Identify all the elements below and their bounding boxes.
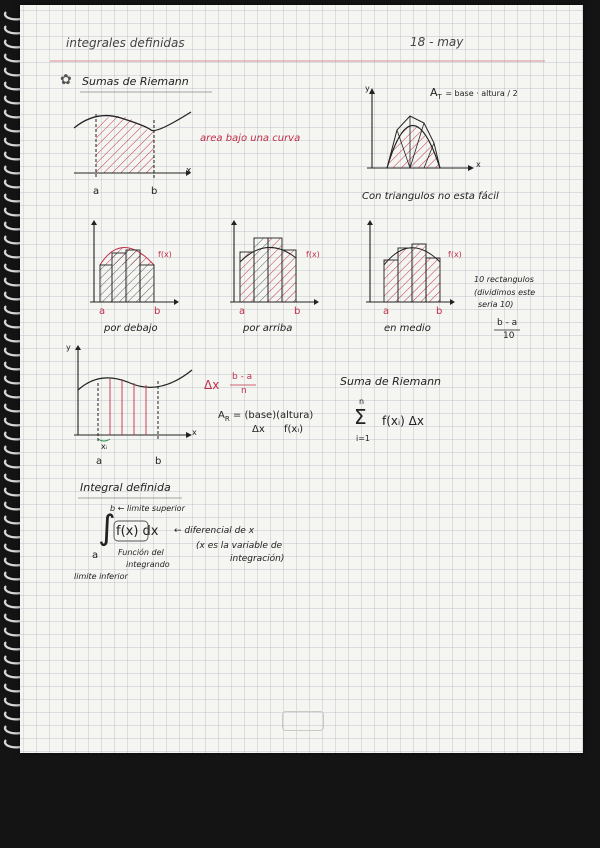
lower-sum-a: a xyxy=(99,306,106,317)
upper-sum-graph xyxy=(222,220,322,320)
differential-note: ← diferencial de x xyxy=(174,526,255,536)
triangles-formula-a: A xyxy=(430,86,438,99)
sum-title: Suma de Riemann xyxy=(340,375,442,388)
integral-heading: Integral definida xyxy=(80,481,171,494)
heading-underline xyxy=(80,90,220,94)
header-line xyxy=(50,58,550,64)
area-note: area bajo una curva xyxy=(200,133,301,144)
lower-limit: limite inferior xyxy=(74,572,128,581)
upper-sum-a: a xyxy=(239,306,246,317)
fx-label-3: f(x) xyxy=(448,250,462,259)
upper-limit: b ← limite superior xyxy=(110,504,185,513)
area-under-curve-graph xyxy=(66,100,196,210)
integrand: f(x) dx xyxy=(116,524,159,539)
flower-doodle-icon: ✿ xyxy=(60,72,72,88)
page-date: 18 - may xyxy=(410,35,464,49)
partition-y-label: y xyxy=(66,343,71,352)
partition-graph xyxy=(70,345,200,445)
integral-sign: ∫ xyxy=(98,508,116,548)
caption-below: por debajo xyxy=(104,323,158,334)
sum-top: n xyxy=(359,397,365,406)
label-a: a xyxy=(93,186,100,197)
axis-x-label: x xyxy=(186,166,192,176)
area-rect-a: A xyxy=(218,410,225,421)
riemann-heading: Sumas de Riemann xyxy=(82,75,189,88)
area-rect-formula xyxy=(218,410,313,423)
triangles-x-label: x xyxy=(476,160,481,169)
integral-heading-underline xyxy=(78,496,188,500)
delta-num: b - a xyxy=(232,372,253,382)
partition-a: a xyxy=(96,456,103,467)
integrand-box xyxy=(112,519,152,545)
area-rect-dx: Δx xyxy=(252,424,265,435)
caption-above: por arriba xyxy=(243,323,293,334)
xi-label: xᵢ xyxy=(101,442,108,451)
lower-sum-b: b xyxy=(154,306,161,317)
area-rect-fx: f(xᵢ) xyxy=(284,424,304,435)
caption-middle: en medio xyxy=(384,323,431,334)
area-rect-sub: R xyxy=(224,415,230,423)
rectangles-note-2: (dividimos este xyxy=(474,288,536,297)
area-rect-rhs: = (base)(altura) xyxy=(232,410,314,421)
midpoint-sum-a: a xyxy=(383,306,390,317)
lower-limit-a: a xyxy=(92,550,99,561)
variable-note-2: integración) xyxy=(230,554,285,564)
triangles-formula-rhs: = base · altura / 2 xyxy=(445,89,518,98)
partition-b: b xyxy=(155,456,162,467)
partition-x-label: x xyxy=(192,428,197,437)
triangles-formula-sub: T xyxy=(437,93,442,102)
brand-stamp xyxy=(282,711,324,731)
function-note-2: integrando xyxy=(126,560,170,569)
triangles-caption: Con triangulos no esta fácil xyxy=(362,191,499,202)
delta-x: Δx xyxy=(204,378,220,392)
function-note-1: Función del xyxy=(118,548,164,557)
midpoint-sum-graph xyxy=(358,220,458,320)
variable-note-1: (x es la variable de xyxy=(196,541,283,551)
page-title: integrales definidas xyxy=(66,36,185,50)
sum-body: f(xᵢ) Δx xyxy=(382,414,424,428)
triangles-graph xyxy=(362,88,482,188)
lower-sum-graph xyxy=(82,220,182,320)
triangles-y-label: y xyxy=(365,84,370,93)
rectangles-note-1: 10 rectangulos xyxy=(474,275,534,284)
fx-label-1: f(x) xyxy=(158,250,172,259)
fx-label-2: f(x) xyxy=(306,250,320,259)
rectangles-note-3: seria 10) xyxy=(478,300,514,309)
sum-symbol: Σ xyxy=(354,405,367,429)
rectangles-fraction-num: b - a xyxy=(497,318,518,328)
label-b: b xyxy=(151,186,158,197)
delta-den: n xyxy=(241,386,247,396)
upper-sum-b: b xyxy=(294,306,301,317)
midpoint-sum-b: b xyxy=(436,306,443,317)
rectangles-fraction-den: 10 xyxy=(503,331,515,341)
sum-bottom: i=1 xyxy=(356,434,371,443)
